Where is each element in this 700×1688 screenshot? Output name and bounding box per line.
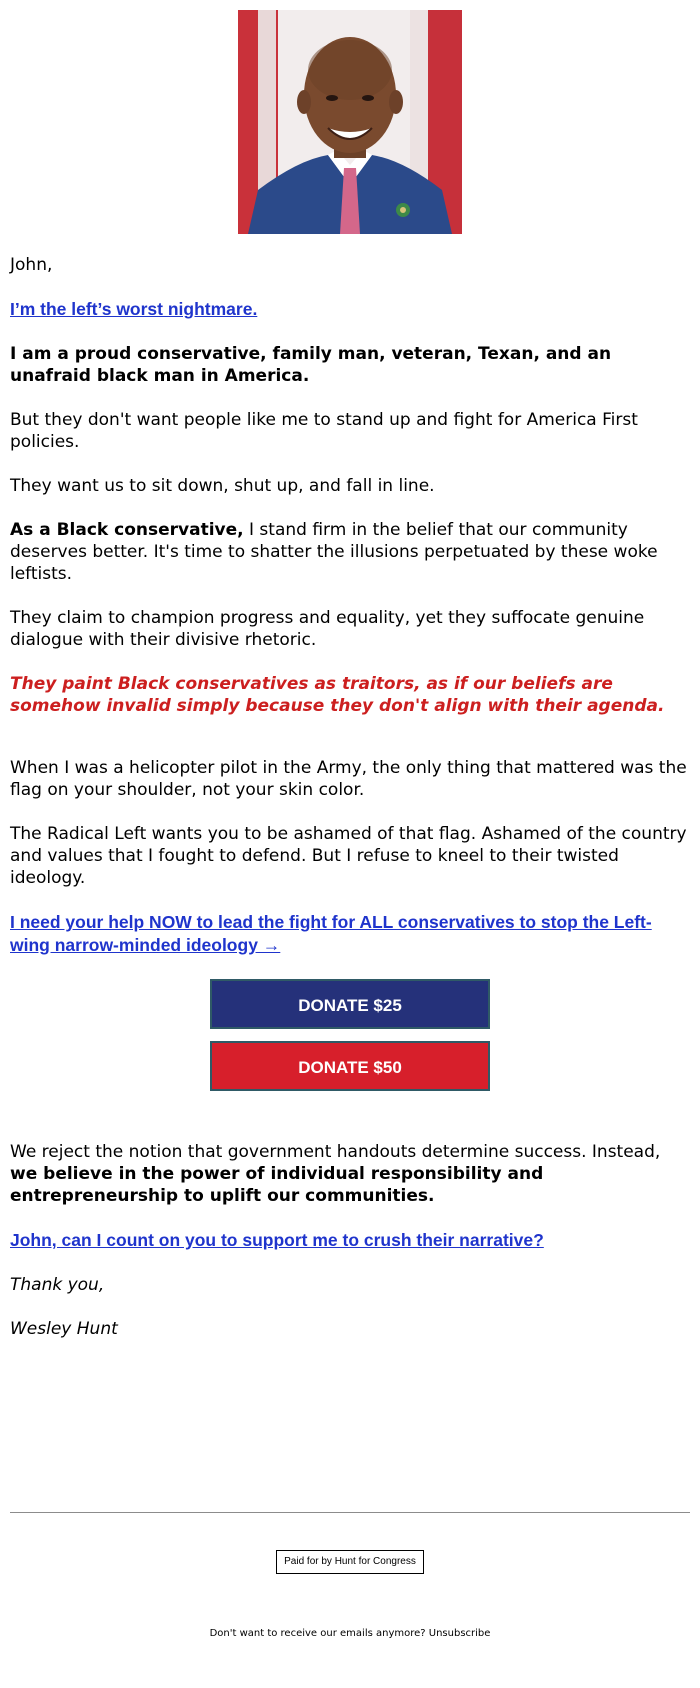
unsubscribe-prompt: Don't want to receive our emails anymore? bbox=[209, 1628, 429, 1639]
donate-50-button[interactable]: DONATE $50 bbox=[210, 1041, 490, 1091]
header-image-container bbox=[10, 10, 690, 234]
black-conservative-emphasis: As a Black conservative, bbox=[10, 520, 244, 540]
spacer bbox=[10, 1362, 690, 1512]
headline-paragraph bbox=[10, 298, 690, 321]
headline-link[interactable]: I’m the left’s worst nightmare. bbox=[10, 299, 258, 319]
cta-paragraph bbox=[10, 911, 690, 957]
paragraph-dont-want: But they don't want people like me to stand up and fight for America First policies. bbox=[10, 410, 638, 452]
email-body bbox=[10, 10, 690, 1640]
paragraph-helicopter: When I was a helicopter pilot in the Army, the only thing that mattered was the flag on your shoulder, not your skin color. bbox=[10, 758, 687, 800]
donate-25-container bbox=[10, 979, 690, 1029]
paragraph-red-emphasis: They paint Black conservatives as traitors, as if our beliefs are somehow invalid simply because they don't align with their agenda. bbox=[10, 674, 665, 716]
paragraph-radical-left: The Radical Left wants you to be ashamed of that flag. Ashamed of the country and values that I fought to defend. But I refuse to kneel to their twisted ideology. bbox=[10, 824, 687, 888]
spacer bbox=[10, 1103, 690, 1141]
reject-emphasis: we believe in the power of individual responsibility and entrepreneurship to uplift our communities. bbox=[10, 1164, 544, 1206]
intro-paragraph: I am a proud conservative, family man, veteran, Texan, and an unafraid black man in America. bbox=[10, 344, 612, 386]
paid-for-container bbox=[10, 1549, 690, 1574]
paragraph-reject bbox=[10, 1141, 690, 1207]
paid-for-disclaimer: Paid for by Hunt for Congress bbox=[276, 1550, 424, 1574]
unsubscribe-link[interactable]: Unsubscribe bbox=[428, 1628, 491, 1639]
signature: Wesley Hunt bbox=[10, 1319, 118, 1339]
paragraph-black-conservative bbox=[10, 519, 690, 585]
reject-text: We reject the notion that government handouts determine success. Instead, bbox=[10, 1142, 661, 1162]
unsubscribe-line bbox=[10, 1628, 690, 1640]
closing-paragraph bbox=[10, 1229, 690, 1252]
thanks-line: Thank you, bbox=[10, 1275, 105, 1295]
greeting: John, bbox=[10, 255, 53, 275]
donate-25-button[interactable]: DONATE $25 bbox=[210, 979, 490, 1029]
black-conservative-text: I stand firm in the belief that our community deserves better. It's time to shatter the illusions perpetuated by these woke leftists. bbox=[10, 520, 658, 584]
footer-divider bbox=[10, 1512, 690, 1513]
candidate-portrait-icon bbox=[238, 10, 462, 234]
donate-50-container bbox=[10, 1041, 690, 1091]
closing-link[interactable]: John, can I count on you to support me to crush their narrative? bbox=[10, 1230, 544, 1250]
paragraph-claim: They claim to champion progress and equality, yet they suffocate genuine dialogue with their divisive rhetoric. bbox=[10, 608, 645, 650]
paragraph-sit-down: They want us to sit down, shut up, and fall in line. bbox=[10, 476, 435, 496]
cta-link[interactable]: I need your help NOW to lead the fight for ALL conservatives to stop the Left-wing narrow-minded ideology → bbox=[10, 912, 652, 955]
